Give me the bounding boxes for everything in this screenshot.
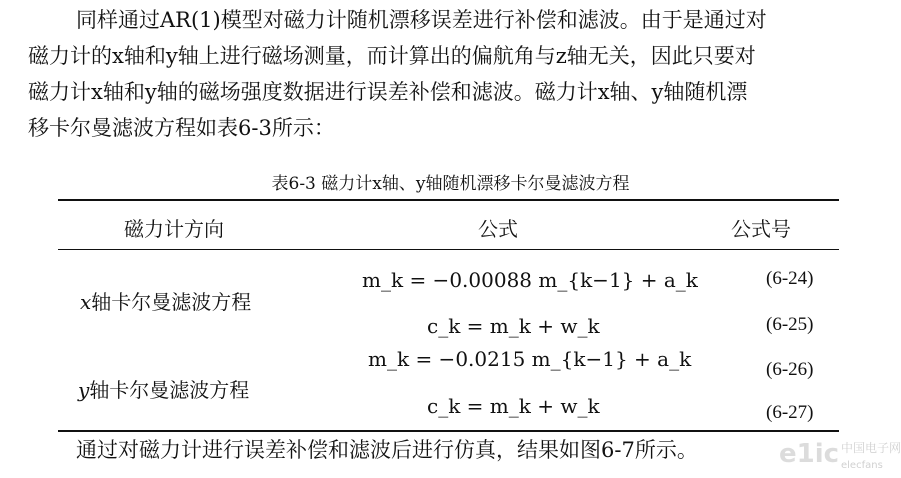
intro-paragraph: [28, 2, 878, 146]
svg-text:中国电子网: 中国电子网: [841, 441, 901, 455]
row-label-y: [78, 377, 249, 403]
intro-line-4: 移卡尔曼滤波方程如表6-3所示：: [28, 116, 335, 140]
closing-paragraph: 通过对磁力计进行误差补偿和滤波后进行仿真，结果如图6-7所示。: [76, 438, 698, 462]
table-header-rule: [58, 249, 839, 250]
formula-6-26: m_k = −0.0215 m_{k−1} + a_k: [368, 347, 692, 371]
intro-line-3: 磁力计x轴和y轴的磁场强度数据进行误差补偿和滤波。磁力计x轴、y轴随机漂: [28, 80, 748, 104]
equation-number-6-26: (6-26): [766, 359, 814, 380]
header-formula: 公式: [478, 217, 518, 241]
intro-line-2: 磁力计的x轴和y轴上进行磁场测量，而计算出的偏航角与z轴无关，因此只要对: [28, 44, 756, 68]
row-label-y-var: y: [78, 378, 90, 402]
intro-line-1: 同样通过AR(1)模型对磁力计随机漂移误差进行补偿和滤波。由于是通过对: [76, 8, 767, 32]
formula-6-24: m_k = −0.00088 m_{k−1} + a_k: [362, 268, 698, 292]
row-label-x: [80, 289, 251, 315]
row-label-x-text: 轴卡尔曼滤波方程: [91, 290, 252, 314]
formula-6-27: c_k = m_k + w_k: [427, 394, 600, 418]
header-direction: 磁力计方向: [124, 217, 224, 241]
row-label-x-var: x: [80, 290, 92, 314]
svg-text:elecfans: elecfans: [841, 460, 883, 471]
formula-6-25: c_k = m_k + w_k: [427, 314, 600, 338]
equation-number-6-27: (6-27): [766, 402, 814, 423]
row-label-y-text: 轴卡尔曼滤波方程: [89, 378, 250, 402]
equation-number-6-24: (6-24): [766, 268, 814, 289]
equation-number-6-25: (6-25): [766, 314, 814, 335]
table-caption: 表6-3 磁力计x轴、y轴随机漂移卡尔曼滤波方程: [271, 174, 630, 194]
header-number: 公式号: [731, 217, 791, 241]
watermark-logo: [775, 432, 901, 478]
table-top-rule: [58, 199, 839, 201]
svg-text:e1ic: e1ic: [779, 439, 840, 469]
